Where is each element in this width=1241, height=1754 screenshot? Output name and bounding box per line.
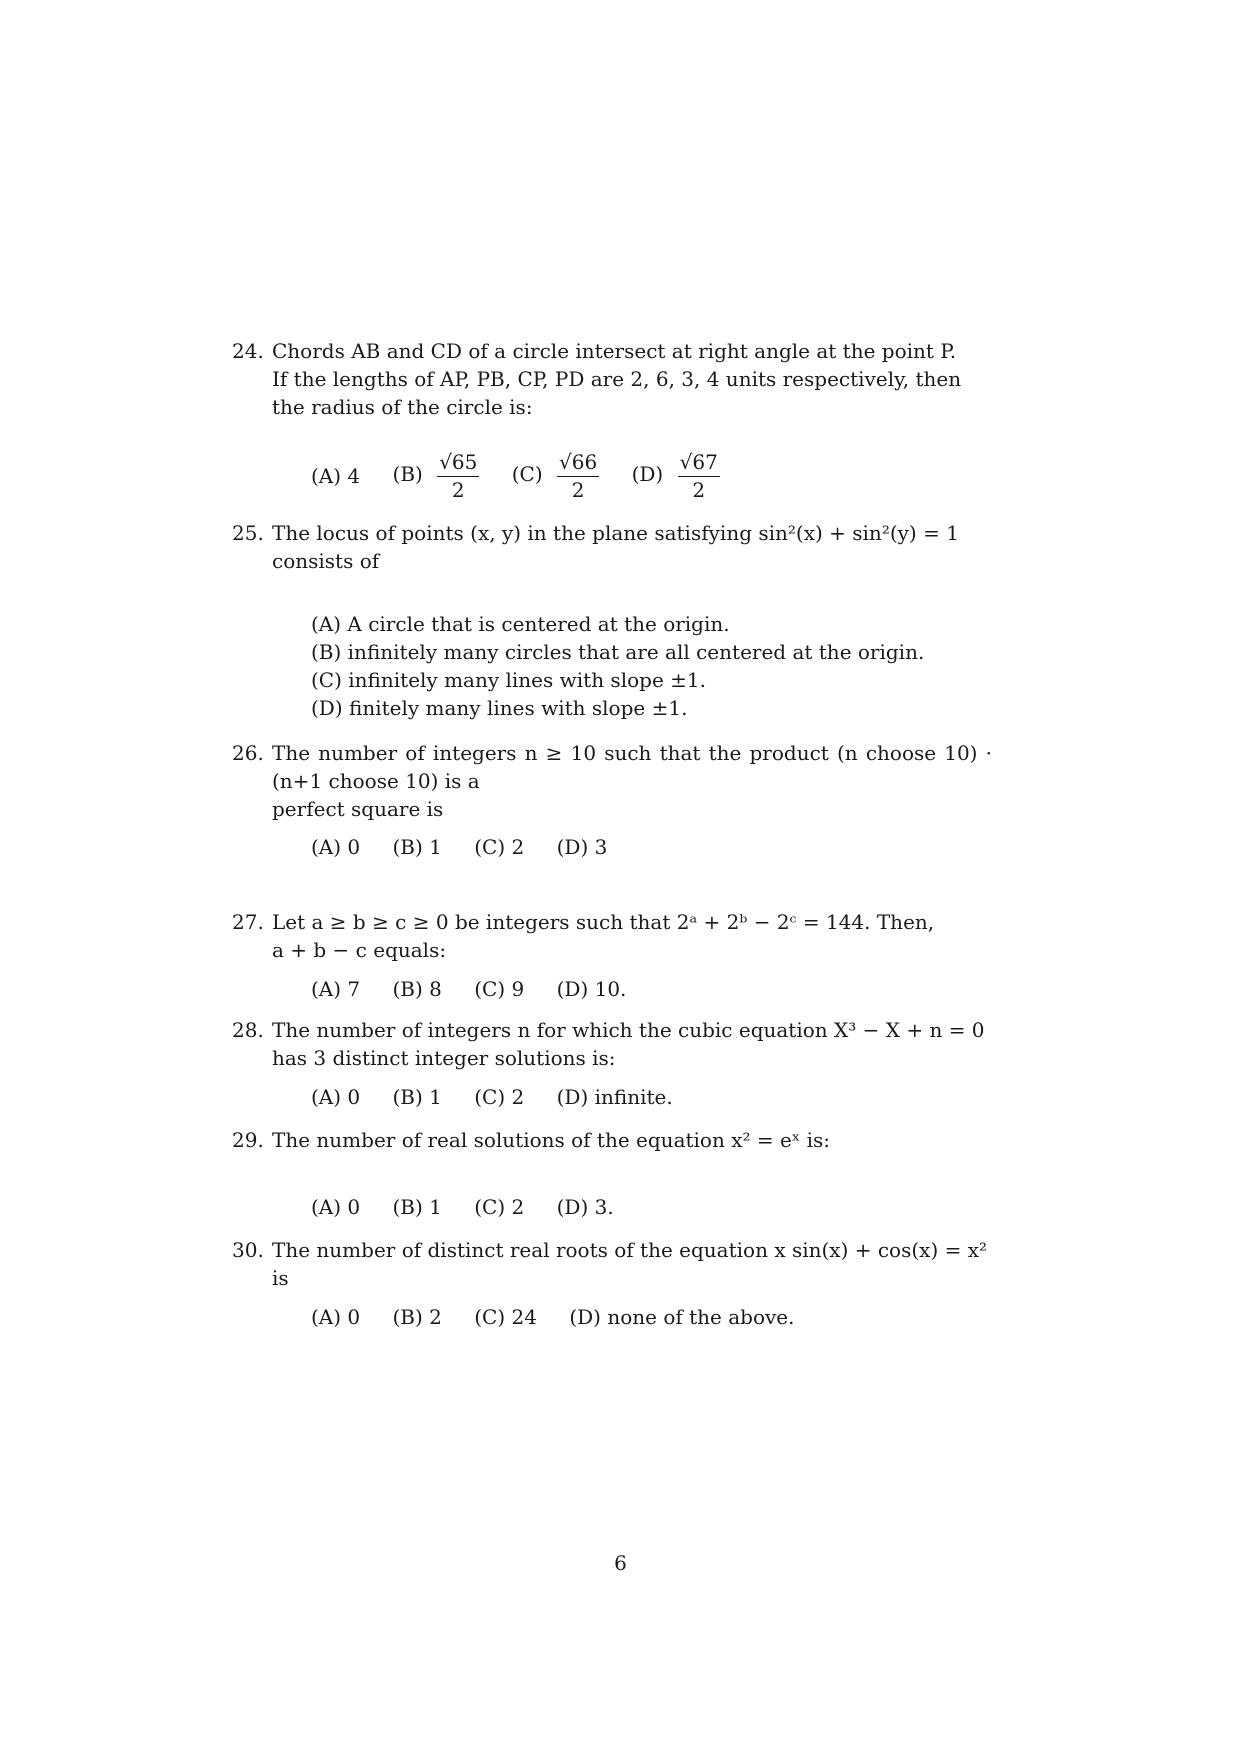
option-a: (A) 0 <box>311 834 361 859</box>
option-d: (D) none of the above. <box>569 1304 795 1329</box>
option-b: (B) 2 <box>392 1304 442 1329</box>
option-b: (B) 1 <box>392 1194 442 1219</box>
page-number: 6 <box>614 1551 627 1575</box>
question-line: The locus of points (x, y) in the plane satisfying sin²(x) + sin²(y) = 1 <box>272 521 959 545</box>
option-d: (D) 3. <box>556 1194 614 1219</box>
option-c: (C) 2 <box>474 1084 525 1109</box>
question-number: 28. <box>232 1018 264 1042</box>
fraction: $\frac{√66}{2}$ <box>559 450 598 502</box>
question-line: The number of integers n ≥ 10 such that the product (n choose 10) · (n+1 choose 10) is a <box>272 741 992 793</box>
question-26 <box>232 739 992 823</box>
question-line: If the lengths of AP, PB, CP, PD are 2, 6, 3, 4 units respectively, then <box>272 367 962 391</box>
option-d: (D) 10. <box>556 976 627 1001</box>
option-a: (A) A circle that is centered at the origin. <box>311 612 730 636</box>
question-line: Chords AB and CD of a circle intersect at right angle at the point P. <box>272 339 957 363</box>
options-30 <box>311 1303 821 1329</box>
option-c: (C) infinitely many lines with slope ±1. <box>311 668 706 692</box>
option-d: (D) 3 <box>556 834 608 859</box>
option-a: (A) 4 <box>311 463 361 488</box>
question-25 <box>232 519 992 575</box>
question-number: 26. <box>232 741 264 765</box>
option-c: (C) 2 <box>474 1194 525 1219</box>
question-line: The number of integers n for which the cubic equation X³ − X + n = 0 <box>272 1018 985 1042</box>
question-number: 25. <box>232 521 264 545</box>
option-d: (D) $\frac{√67}{2}$ <box>631 450 718 502</box>
option-a: (A) 0 <box>311 1084 361 1109</box>
options-27 <box>311 975 652 1001</box>
question-line: Let a ≥ b ≥ c ≥ 0 be integers such that 2ᵃ + 2ᵇ − 2ᶜ = 144. Then, <box>272 910 935 934</box>
option-b: (B) infinitely many circles that are all centered at the origin. <box>311 640 925 664</box>
question-27 <box>232 908 992 964</box>
question-line: is <box>272 1266 289 1290</box>
option-b: (B) 1 <box>392 1084 442 1109</box>
question-28 <box>232 1016 992 1072</box>
question-line: the radius of the circle is: <box>272 395 533 419</box>
options-24 <box>311 448 746 503</box>
options-26 <box>311 833 633 859</box>
question-line: The number of real solutions of the equation x² = eˣ is: <box>272 1128 831 1152</box>
option-d: (D) finitely many lines with slope ±1. <box>311 696 688 720</box>
option-b: (B) 1 <box>392 834 442 859</box>
fraction: $\frac{√65}{2}$ <box>439 450 478 502</box>
options-25 <box>311 610 924 722</box>
options-29 <box>311 1193 640 1219</box>
question-line: perfect square is <box>272 797 444 821</box>
question-line: a + b − c equals: <box>272 938 447 962</box>
question-line: consists of <box>272 549 380 573</box>
option-a: (A) 0 <box>311 1304 361 1329</box>
option-a: (A) 0 <box>311 1194 361 1219</box>
question-30 <box>232 1236 992 1292</box>
option-a: (A) 7 <box>311 976 361 1001</box>
question-line: The number of distinct real roots of the equation x sin(x) + cos(x) = x² <box>272 1238 988 1262</box>
question-number: 29. <box>232 1128 264 1152</box>
option-b: (B) $\frac{√65}{2}$ <box>392 450 478 502</box>
question-line: has 3 distinct integer solutions is: <box>272 1046 616 1070</box>
question-number: 30. <box>232 1238 264 1262</box>
fraction: $\frac{√67}{2}$ <box>679 450 718 502</box>
question-24 <box>232 337 992 421</box>
question-29 <box>232 1126 992 1154</box>
options-28 <box>311 1083 699 1109</box>
option-c: (C) 9 <box>474 976 525 1001</box>
option-c: (C) $\frac{√66}{2}$ <box>511 450 598 502</box>
option-c: (C) 2 <box>474 834 525 859</box>
question-number: 27. <box>232 910 264 934</box>
option-b: (B) 8 <box>392 976 442 1001</box>
question-number: 24. <box>232 339 264 363</box>
option-d: (D) infinite. <box>556 1084 673 1109</box>
option-c: (C) 24 <box>474 1304 537 1329</box>
